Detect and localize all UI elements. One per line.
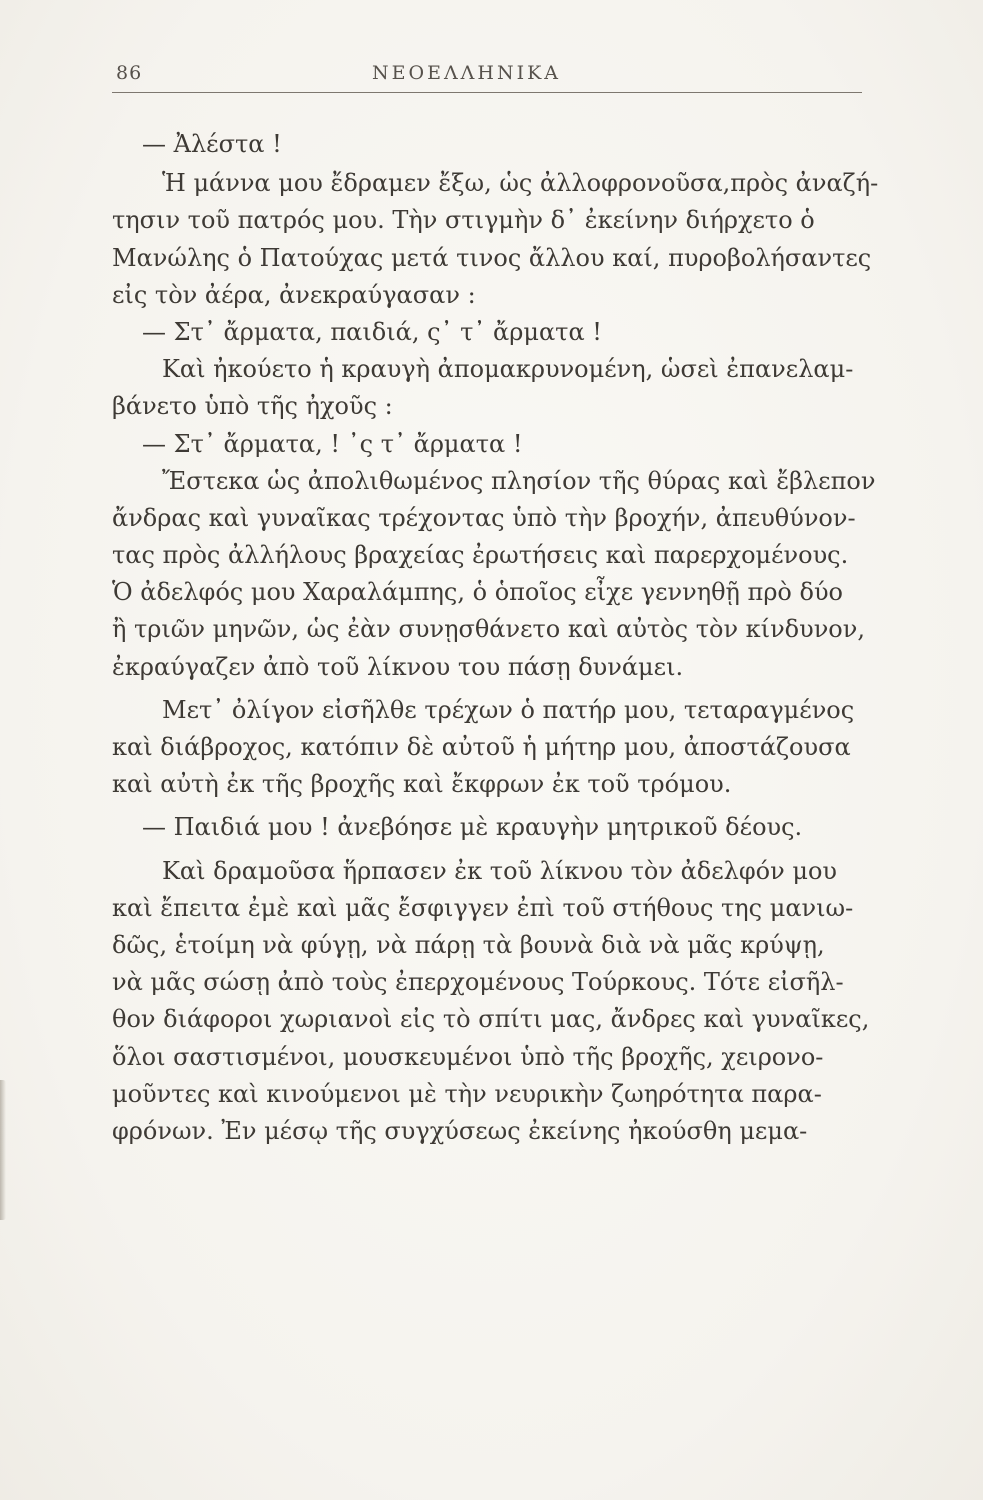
text-line: — Ἀλέστα ! [142, 130, 282, 158]
text-line: ἄνδρας καὶ γυναῖκας τρέχοντας ὑπὸ τὴν βροχήν, ἀπευθύνον- [112, 503, 856, 532]
text-line: Καὶ δραμοῦσα ἥρπασεν ἐκ τοῦ λίκνου τὸν ἀδελφόν μου [162, 856, 837, 885]
page-edge-shadow [0, 1080, 6, 1220]
text-line: καὶ ἔπειτα ἐμὲ καὶ μᾶς ἔσφιγγεν ἐπὶ τοῦ στήθους της μανιω- [112, 893, 854, 922]
text-line: Καὶ ἠκούετο ἡ κραυγὴ ἀπομακρυνομένη, ὡσεὶ ἐπανελαμ- [162, 355, 854, 384]
text-line: Μετ᾽ ὀλίγον εἰσῆλθε τρέχων ὁ πατήρ μου, τεταραγμένος [162, 695, 855, 724]
text-line: φρόνων. Ἐν μέσῳ τῆς συγχύσεως ἐκείνης ἠκούσθη μεμα- [112, 1116, 808, 1145]
text-line: μοῦντες καὶ κινούμενοι μὲ τὴν νευρικὴν ζωηρότητα παρα- [112, 1079, 822, 1108]
text-line: δῶς, ἑτοίμη νὰ φύγῃ, νὰ πάρῃ τὰ βουνὰ διὰ νὰ μᾶς κρύψῃ, [112, 930, 825, 959]
page-header [116, 62, 856, 90]
text-line: ἐκραύγαζεν ἀπὸ τοῦ λίκνου του πάσῃ δυνάμει. [112, 652, 684, 681]
text-line: εἰς τὸν ἀέρα, ἀνεκραύγασαν : [112, 280, 476, 309]
text-line: θον διάφοροι χωριανοὶ εἰς τὸ σπίτι μας, ἄνδρες καὶ γυναῖκες, [112, 1005, 870, 1034]
page-number: 86 [116, 62, 143, 84]
text-line: Ἡ μάννα μου ἔδραμεν ἔξω, ὡς ἀλλοφρονοῦσα,πρὸς ἀναζή- [162, 169, 879, 198]
text-line: ἢ τριῶν μηνῶν, ὡς ἐὰν συνῃσθάνετο καὶ αὐτὸς τὸν κίνδυνον, [112, 615, 865, 644]
header-rule [112, 92, 862, 93]
text-line: καὶ αὐτὴ ἐκ τῆς βροχῆς καὶ ἔκφρων ἐκ τοῦ τρόμου. [112, 770, 732, 799]
text-line: καὶ διάβροχος, κατόπιν δὲ αὐτοῦ ἡ μήτηρ μου, ἀποστάζουσα [112, 733, 851, 761]
text-line: — Στ᾽ ἄρματα, ! ᾽ς τ᾽ ἄρματα ! [142, 429, 523, 458]
text-line: Ἔστεκα ὡς ἀπολιθωμένος πλησίον τῆς θύρας καὶ ἔβλεπον [162, 466, 876, 495]
text-line: — Στ᾽ ἄρματα, παιδιά, ς᾽ τ᾽ ἄρματα ! [142, 317, 602, 346]
text-line: τησιν τοῦ πατρός μου. Τὴν στιγμὴν δ᾽ ἐκείνην διήρχετο ὁ [112, 206, 815, 235]
running-title: ΝΕΟΕΛΛΗΝΙΚΑ [372, 62, 561, 84]
text-line: — Παιδιά μου ! ἀνεβόησε μὲ κραυγὴν μητρικοῦ δέους. [142, 813, 803, 842]
text-line: Ὁ ἀδελφός μου Χαραλάμπης, ὁ ὁποῖος εἶχε γεννηθῇ πρὸ δύο [112, 578, 843, 607]
text-line: Μανώλης ὁ Πατούχας μετά τινος ἄλλου καί, πυροβολήσαντες [112, 243, 872, 272]
text-line: τας πρὸς ἀλλήλους βραχείας ἐρωτήσεις καὶ παρερχομένους. [112, 541, 849, 570]
text-line: νὰ μᾶς σώσῃ ἀπὸ τοὺς ἐπερχομένους Τούρκους. Τότε εἰσῆλ- [112, 968, 844, 997]
body-text [112, 126, 882, 1150]
text-line: ὅλοι σαστισμένοι, μουσκευμένοι ὑπὸ τῆς βροχῆς, χειρονο- [112, 1042, 824, 1071]
text-line: βάνετο ὑπὸ τῆς ἠχοῦς : [112, 392, 393, 421]
